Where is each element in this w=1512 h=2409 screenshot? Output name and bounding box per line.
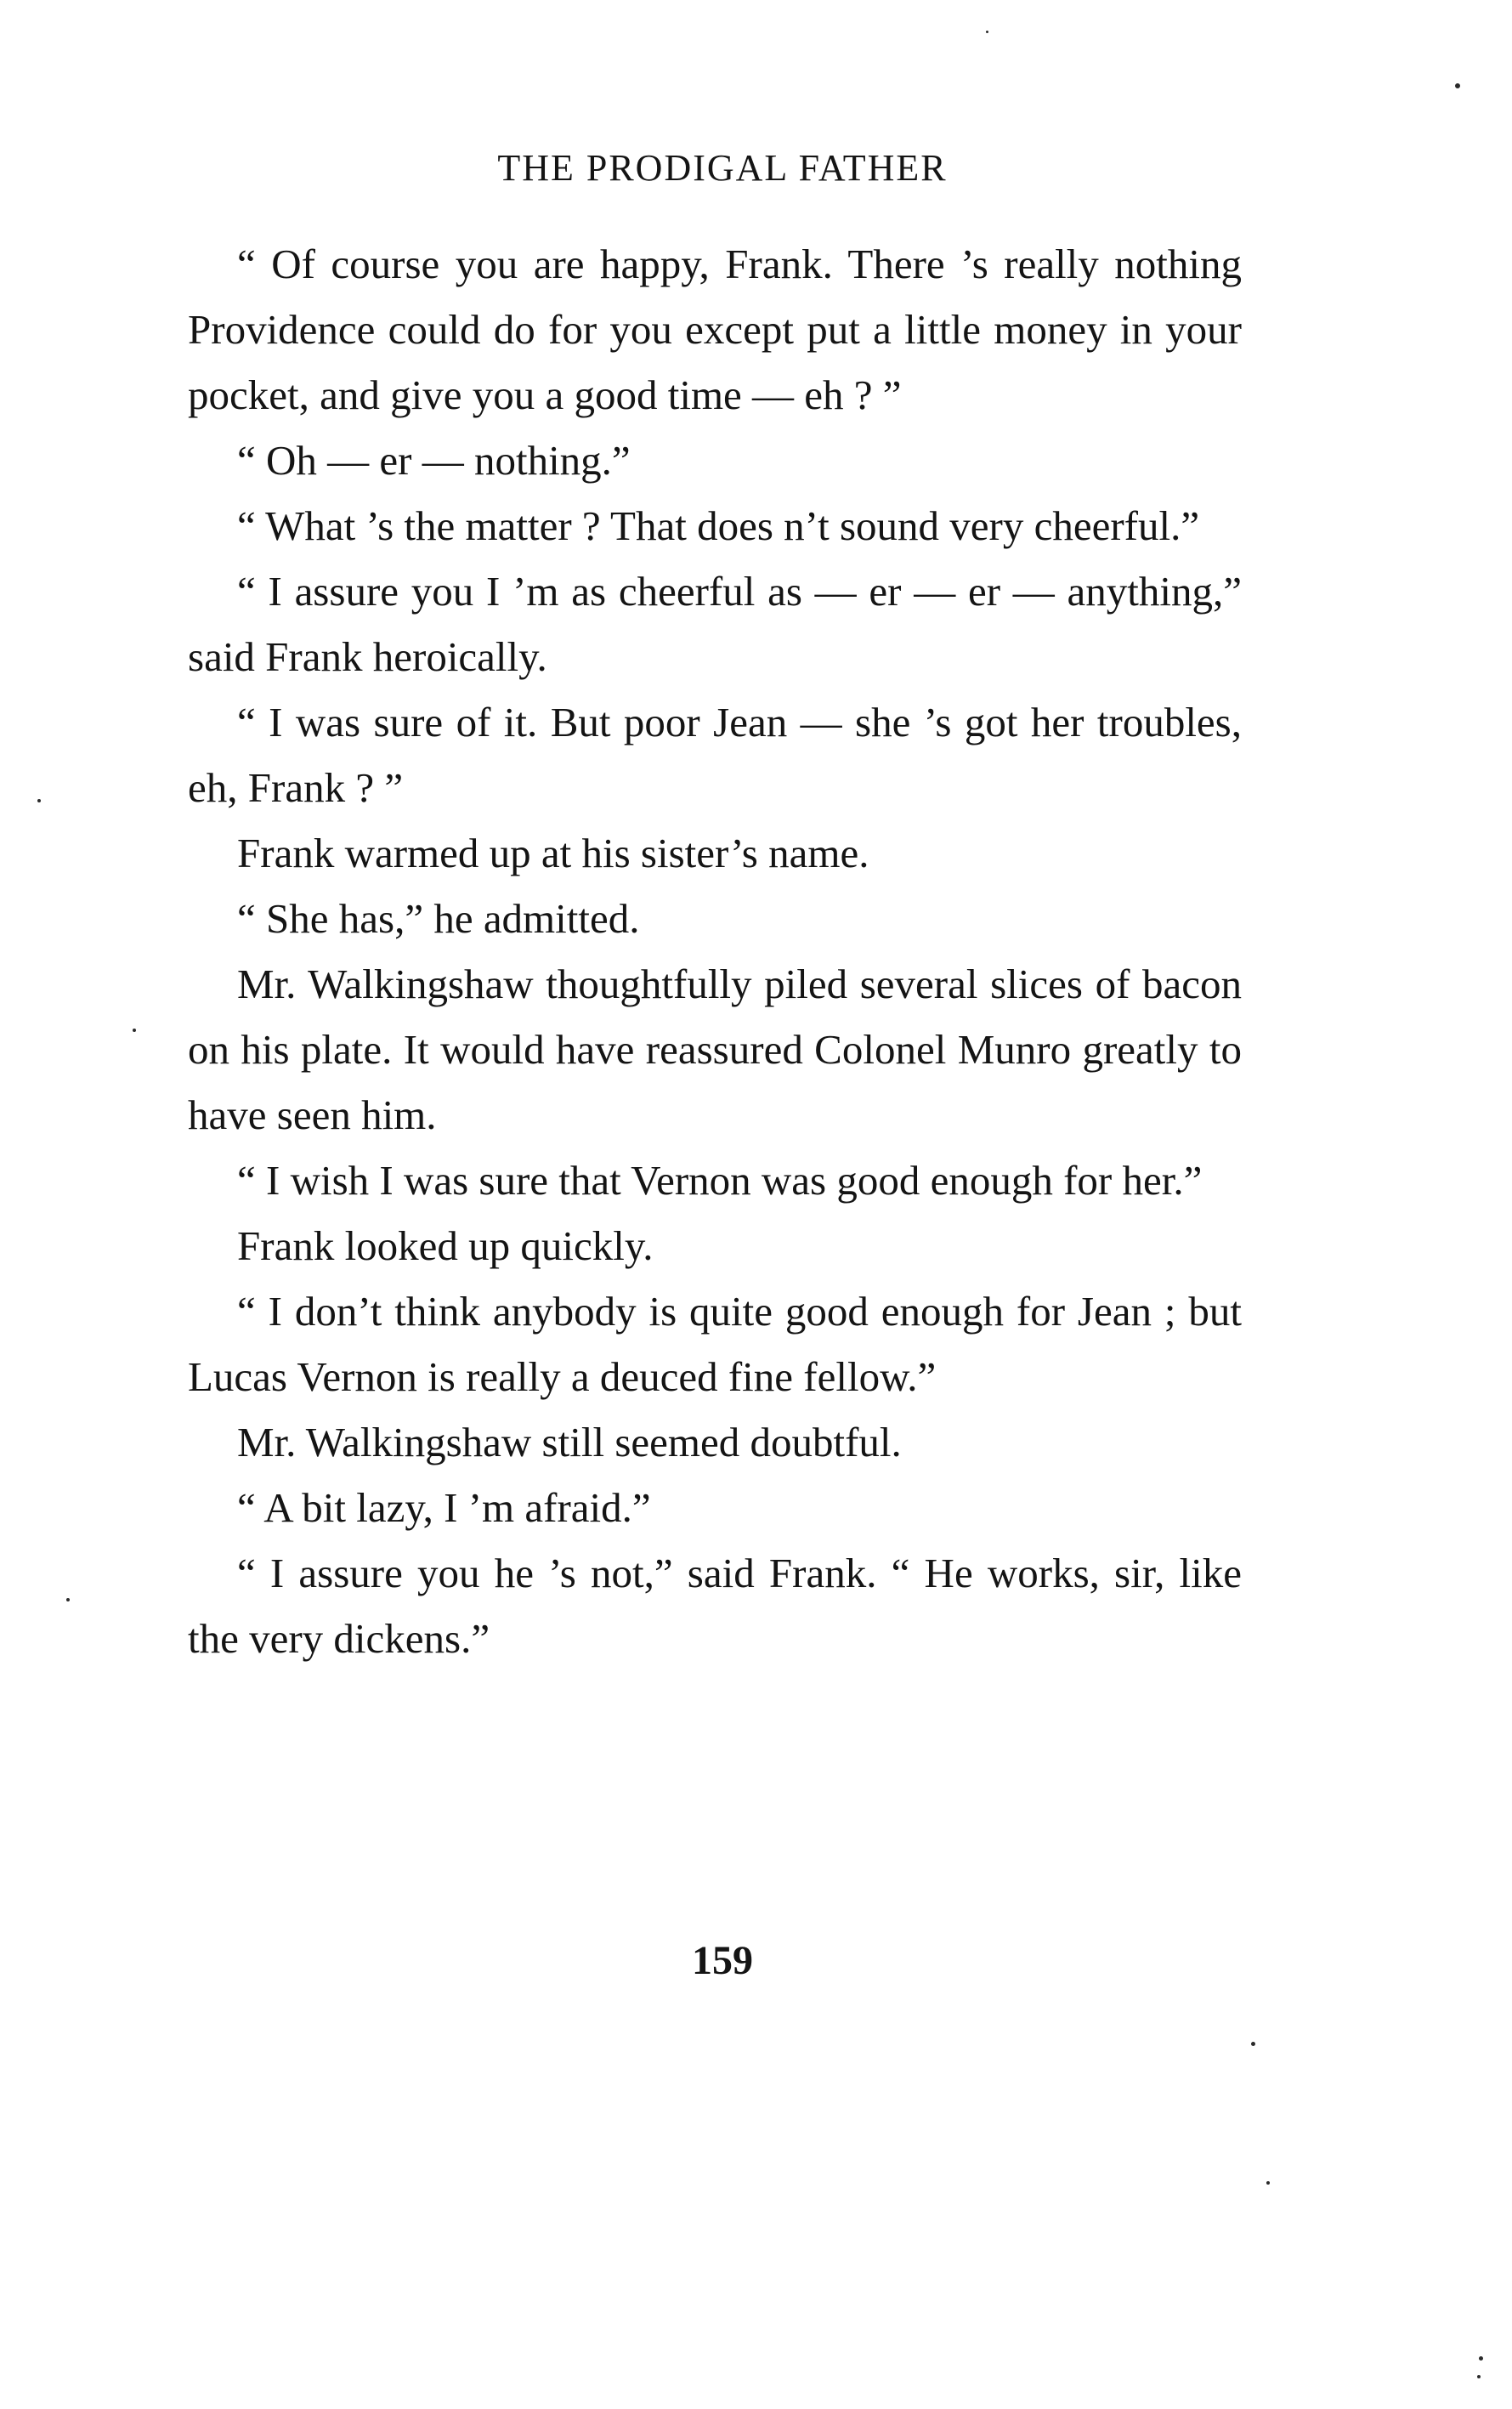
paragraph: Frank warmed up at his sister’s name.	[237, 830, 869, 876]
scan-speck	[1479, 2356, 1483, 2361]
paragraph: “ I don’t think anybody is quite good enough for Jean ; but Lucas Vernon is really a deuced fine fellow.”	[188, 1288, 1242, 1400]
scan-speck	[37, 799, 41, 802]
running-head: THE PRODIGAL FATHER	[497, 147, 948, 189]
paragraph: Frank looked up quickly.	[237, 1222, 654, 1269]
paragraph: “ Oh — er — nothing.”	[237, 437, 631, 484]
paragraph: “ I wish I was sure that Vernon was good enough for her.”	[237, 1157, 1203, 1204]
scan-speck	[1251, 2042, 1255, 2046]
paragraph: “ I was sure of it. But poor Jean — she ’s got her troubles, eh, Frank ? ”	[188, 699, 1242, 811]
page-number: 159	[692, 1938, 753, 1983]
paragraph: “ I assure you he ’s not,” said Frank. “ He works, sir, like the very dickens.”	[188, 1550, 1242, 1662]
paragraph: Mr. Walkingshaw still seemed doubtful.	[237, 1419, 902, 1465]
paragraph: “ A bit lazy, I ’m afraid.”	[237, 1484, 651, 1531]
scan-speck	[1455, 83, 1460, 88]
scan-speck	[1477, 2375, 1481, 2378]
scan-speck	[1266, 2181, 1270, 2185]
scan-speck	[986, 31, 988, 33]
paragraph: Mr. Walkingshaw thoughtfully piled several slices of bacon on his plate. It would have reassured Colonel Munro greatly to have seen him.	[188, 961, 1242, 1138]
body-text	[188, 231, 1242, 1671]
paragraph: “ Of course you are happy, Frank. There ’s really nothing Providence could do for you except put a little money in your pocket, and give you a good time — eh ? ”	[188, 241, 1242, 418]
paragraph: “ I assure you I ’m as cheerful as — er — er — anything,” said Frank heroically.	[188, 568, 1242, 680]
paragraph: “ What ’s the matter ? That does n’t sound very cheerful.”	[237, 502, 1200, 549]
paragraph: “ She has,” he admitted.	[237, 895, 640, 942]
scan-speck	[133, 1029, 136, 1032]
scan-speck	[66, 1598, 70, 1601]
